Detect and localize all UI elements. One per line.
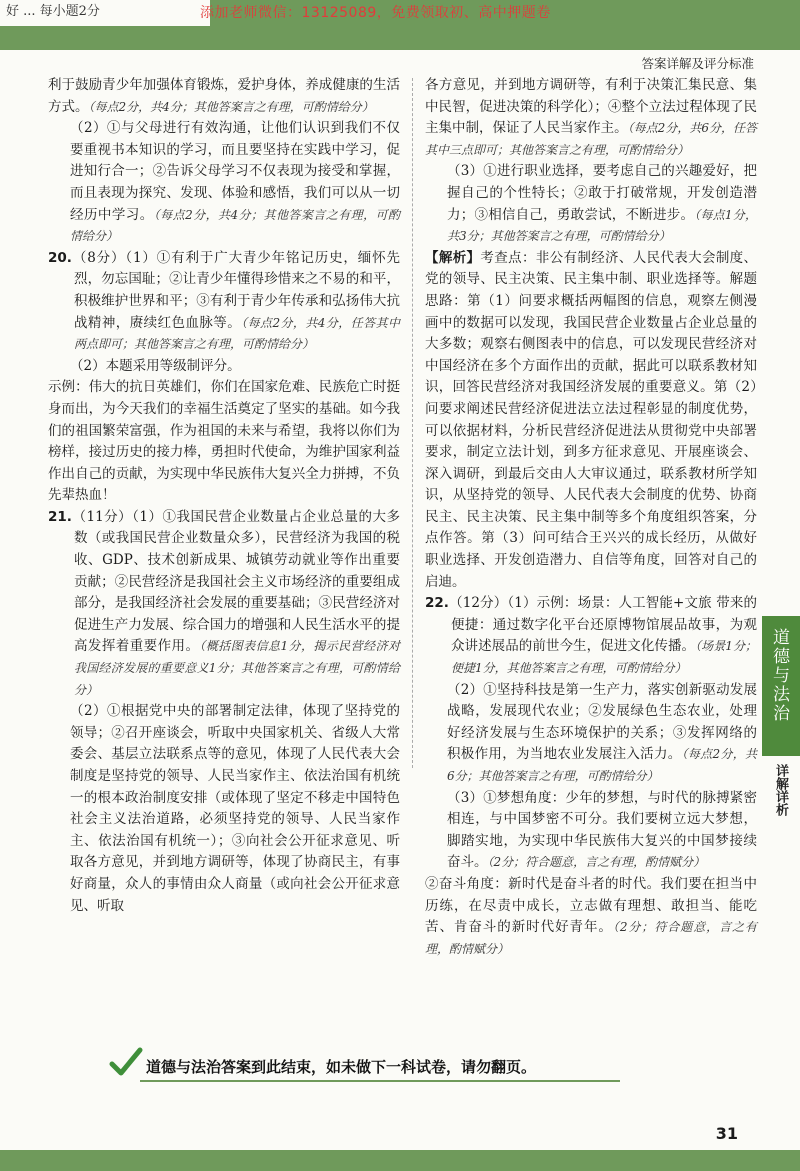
answer-paragraph (48, 356, 400, 378)
question-number: 20. (48, 249, 72, 266)
question-number: 22. (425, 595, 449, 612)
scoring-note: （2分；符合题意，言之有理，酌情赋分） (425, 920, 758, 956)
question-answer (48, 248, 400, 356)
side-tab-subject: 道德与法治 (769, 628, 789, 723)
answer-text: （2）①根据党中央的部署制定法律，体现了坚持党的领导；②召开座谈会，听取中央国家机关、省级人大常委会、基层立法联系点等的意见，体现了人民代表大会制度是坚持党的领导、人民当家作主、依法治国有机统一的根本政治制度安排（或体现了坚定不移走中国特色社会主义法治道路，必须坚持党的领导、人民当家作主、依法治国有机统一）；③向社会公开征求意见、听取各方意见，并到地方调研等，体现了协商民主，有事好商量，众人的事情由众人商量（或向社会公开征求意见、听取 (70, 703, 400, 914)
answer-text: （2）①坚持科技是第一生产力，落实创新驱动发展战略，发展现代农业；②发展绿色生态农业，处理好经济发展与生态环境保护的关系；③发挥网络的积极作用，为当地农业发展注入活力。 (447, 681, 757, 763)
answer-paragraph (425, 161, 757, 247)
analysis-tag: 【解析】 (425, 249, 481, 266)
footer-end-note: 道德与法治答案到此结束，如未做下一科试卷，请勿翻页。 (146, 1058, 537, 1076)
left-column (48, 75, 400, 917)
page-header-title: 答案详解及评分标准 (641, 56, 754, 71)
answer-text: （11分）（1）①我国民营企业数量占企业总量的大多数（或我国民营企业数量众多），民营经济为我国的税收、GDP、技术创新成果、城镇劳动就业等作出重要贡献；②民营经济是我国社会主义市场经济的重要组成部分，是我国经济社会发展的重要基础；③民营经济对促进生产力发展、综合国力的增强和人民生活水平的提高发挥着重要作用。 (72, 508, 400, 655)
answer-text: （3）①进行职业选择，要考虑自己的兴趣爱好，把握自己的个性特长；②敢于打破常规，开发创造潜力；③相信自己，勇敢尝试，不断进步。 (447, 163, 757, 223)
answer-paragraph (48, 701, 400, 917)
checkmark-icon (108, 1044, 144, 1080)
question-number: 21. (48, 508, 72, 525)
scoring-note: （每点1分，共3分；其他答案言之有理，可酌情给分） (447, 207, 758, 244)
answer-text: 示例：伟大的抗日英雄们，你们在国家危难、民族危亡时挺身而出，为今天我们的幸福生活奠定了坚实的基础。如今我们的祖国繁荣富强，作为祖国的未来与希望，我将以你们为榜样，接过历史的接力棒，勇担时代使命，为维护国家利益作出自己的贡献，为实现中华民族伟大复兴全力拼搏，不负先辈热血！ (48, 379, 400, 504)
scoring-note: （每点2分，共6分；其他答案言之有理，可酌情给分） (447, 747, 758, 783)
footer-underline (140, 1080, 620, 1082)
question-answer (48, 507, 400, 701)
answer-paragraph (425, 788, 757, 874)
answer-continuation (425, 874, 757, 960)
scoring-note: （每点2分，共4分；其他答案言之有理，可酌情给分） (70, 207, 401, 244)
scoring-note: （每点2分，共6分，任答其中三点即可；其他答案言之有理，可酌情给分） (425, 121, 758, 157)
answer-continuation (48, 377, 400, 507)
watermark-text: 添加老师微信：13125089，免费领取初、高中押题卷 (200, 5, 551, 21)
scoring-note: （场景1分；便捷1分，其他答案言之有理，可酌情给分） (451, 639, 758, 676)
answer-text: （3）①梦想角度：少年的梦想，与时代的脉搏紧密相连，与中国梦密不可分。我们要树立远大梦想，脚踏实地，为实现中华民族伟大复兴的中国梦接续奋斗。 (447, 789, 757, 871)
answer-continuation (425, 75, 757, 161)
answer-paragraph (425, 680, 757, 788)
answer-continuation (48, 75, 400, 118)
scoring-note: （每点2分，共4分，任答其中两点即可；其他答案言之有理，可酌情给分） (74, 315, 401, 352)
answer-text: 各方意见，并到地方调研等，有利于决策汇集民意、集中民智，促进决策的科学化）；④整个立法过程体现了民主集中制，保证了人民当家作主。 (425, 77, 757, 137)
column-divider (412, 78, 413, 768)
answer-text: （2）①与父母进行有效沟通，让他们认识到我们不仅要重视书本知识的学习，而且要坚持在实践中学习，促进知行合一；②告诉父母学习不仅表现为接受和掌握，而且表现为探究、发现、体验和感悟，我们可以从一切经历中学习。 (70, 120, 400, 223)
right-column (425, 75, 757, 960)
side-tab-label: 详解详析 (773, 764, 788, 816)
answer-text: 利于鼓励青少年加强体育锻炼，爱护身体，养成健康的生活方式。 (48, 77, 400, 115)
question-answer (425, 593, 757, 679)
scoring-note: （每点2分，共4分；其他答案言之有理，可酌情给分） (88, 99, 374, 114)
answer-paragraph (48, 118, 400, 248)
previous-page-fragment: 好 ... 每小题2分 (6, 4, 100, 19)
answer-text: （12分）（1）示例：场景：人工智能+文旅 带来的便捷：通过数字化平台还原博物馆展品故事，为观众讲述展品的前世今生，促进文化传播。 (449, 595, 757, 655)
answer-text: 考查点：非公有制经济、人民代表大会制度、党的领导、民主决策、民主集中制、职业选择等。解题思路：第（1）问要求概括两幅图的信息，观察左侧漫画中的数据可以发现，我国民营企业数量占企业总量的大多数；观察右侧图表中的信息，可以发现民营经济对中国经济在多个方面作出的贡献，据此可以联系教材知识，回答民营经济对我国经济发展的重要意义。第（2）问要求阐述民营经济促进法立法过程彰显的制度优势，可以依据材料，分析民营经济促进法从贯彻党中央部署要求，制定立法计划，到多方征求意见、开展座谈会、深入调研，到最后交由人大审议通过，联系教材所学知识，从坚持党的领导、人民代表大会制度的优势、协商民主、民主决策、民主集中制等多个角度组织答案，分点作答。第（3）问可结合王兴兴的成长经历，从做好职业选择、开发创造潜力、自信等角度，回答对自己的启迪。 (425, 249, 758, 590)
answer-text: （2）本题采用等级制评分。 (70, 357, 241, 374)
page-number: 31 (715, 1124, 738, 1143)
answer-continuation (425, 248, 757, 594)
answer-text: ②奋斗角度：新时代是奋斗者的时代。我们要在担当中历练，在尽责中成长，立志做有理想、敢担当、能吃苦、肯奋斗的新时代好青年。 (425, 875, 757, 936)
answer-text: （8分）（1）①有利于广大青少年铭记历史，缅怀先烈，勿忘国耻；②让青少年懂得珍惜来之不易的和平，积极维护世界和平；③有利于青少年传承和弘扬伟大抗战精神，赓续红色血脉等。 (72, 249, 400, 331)
bottom-band (0, 1150, 800, 1171)
scoring-note: （概括图表信息1分，揭示民营经济对我国经济发展的重要意义1分；其他答案言之有理，可酌情给分） (74, 639, 401, 697)
scoring-note: （2分；符合题意，言之有理，酌情赋分） (487, 855, 706, 870)
